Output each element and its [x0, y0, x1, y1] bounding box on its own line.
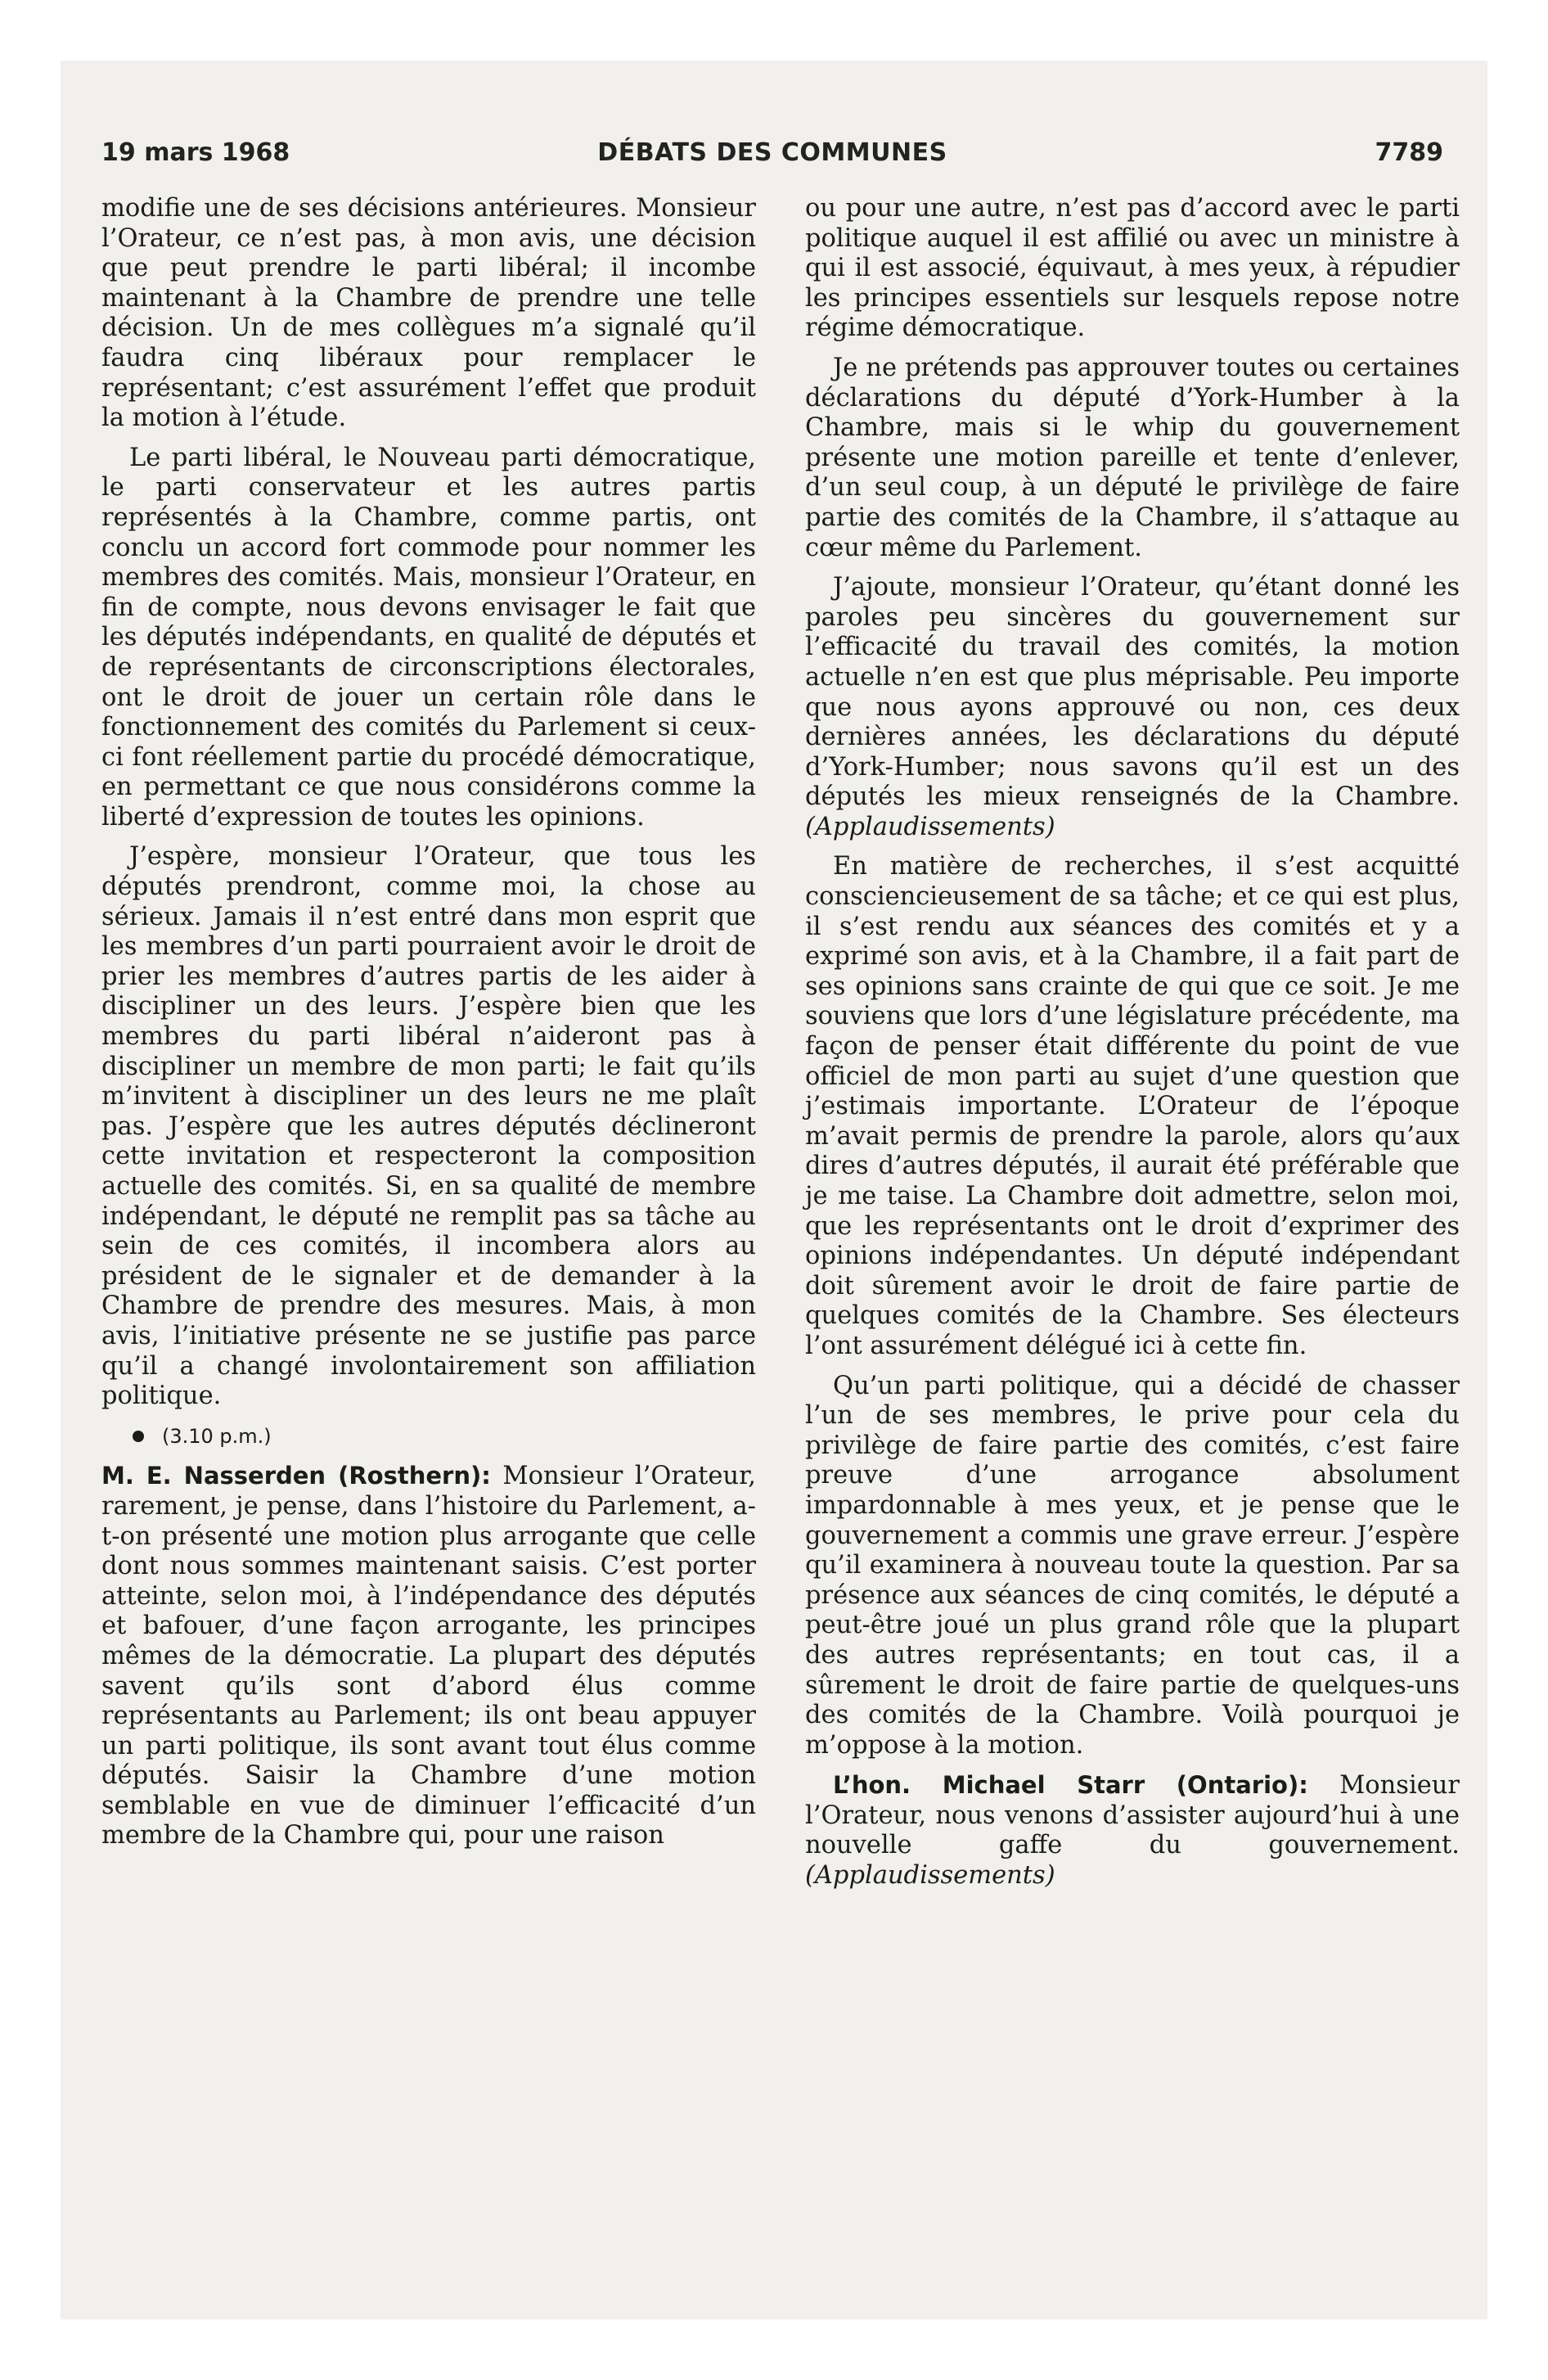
- right-column: [805, 194, 1460, 1901]
- paragraph: [805, 573, 1460, 842]
- paragraph: ou pour une autre, n’est pas d’accord avec le parti politique auquel il est affilié ou avec un ministre à qui il est associé, équivaut, à mes yeux, à répudier les principes essentiels sur lesquels repose notre régime démocratique.: [805, 194, 1460, 343]
- left-column: [101, 194, 756, 1861]
- paragraph: Qu’un parti politique, qui a décidé de chasser l’un de ses membres, le prive pour cela du privilège de faire partie des comités, c’est faire preuve d’une arrogance absolument impardonnable à mes yeux, et je pense que le gouvernement a commis une grave erreur. J’espère qu’il examinera à nouveau toute la question. Par sa présence aux séances de cinq comités, le député a peut-être joué un plus grand rôle que la plupart des autres représentants; en tout cas, il a sûrement le droit de faire partie de quelques-uns des comités de la Chambre. Voilà pourquoi je m’oppose à la motion.: [805, 1371, 1460, 1760]
- paragraph: Le parti libéral, le Nouveau parti démocratique, le parti conservateur et les autres partis représentés à la Chambre, comme partis, ont conclu un accord fort commode pour nommer les membres des comités. Mais, monsieur l’Orateur, en fin de compte, nous devons envisager le fait que les députés indépendants, en qualité de députés et de représentants de circonscriptions électorales, ont le droit de jouer un certain rôle dans le fonctionnement des comités du Parlement si ceux-ci font réellement partie du procédé démocratique, en permettant ce que nous considérons comme la liberté d’expression de toutes les opinions.: [101, 443, 756, 832]
- paragraph: modifie une de ses décisions antérieures. Monsieur l’Orateur, ce n’est pas, à mon avis, une décision que peut prendre le parti libéral; il incombe maintenant à la Chambre de prendre une telle décision. Un de mes collègues m’a signalé qu’il faudra cinq libéraux pour remplacer le représentant; c’est assurément l’effet que produit la motion à l’étude.: [101, 194, 756, 433]
- speaker-name: L’hon. Michael Starr (Ontario):: [833, 1771, 1308, 1800]
- speech-paragraph: [101, 1461, 756, 1851]
- paragraph: Je ne prétends pas approuver toutes ou certaines déclarations du député d’York-Humber à la Chambre, mais si le whip du gouvernement présente une motion pareille et tente d’enlever, d’un seul coup, à un député le privilège de faire partie des comités de la Chambre, il s’attaque au cœur même du Parlement.: [805, 353, 1460, 562]
- speech-text: Monsieur l’Orateur, nous venons d’assister aujourd’hui à une nouvelle gaffe du gouvernement.: [805, 1771, 1460, 1860]
- speech-text: Monsieur l’Orateur, rarement, je pense, dans l’histoire du Parlement, a-t-on présenté une motion plus arrogante que celle dont nous sommes maintenant saisis. C’est porter atteinte, selon moi, à l’indépendance des députés et bafouer, d’une façon arrogante, les principes mêmes de la démocratie. La plupart des députés savent qu’ils sont d’abord élus comme représentants au Parlement; ils ont beau appuyer un parti politique, ils sont avant tout élus comme députés. Saisir la Chambre d’une motion semblable en vue de diminuer l’efficacité d’un membre de la Chambre qui, pour une raison: [101, 1462, 756, 1850]
- page-sheet: [61, 61, 1487, 2319]
- speech-paragraph: [805, 1770, 1460, 1891]
- header-title: DÉBATS DES COMMUNES: [597, 138, 947, 167]
- applause-note: (Applaudissements): [805, 812, 1055, 841]
- page-number: 7789: [1375, 138, 1443, 167]
- paragraph: J’espère, monsieur l’Orateur, que tous les députés prendront, comme moi, la chose au sérieux. Jamais il n’est entré dans mon esprit que les membres d’un parti pourraient avoir le droit de prier les membres d’autres partis de les aider à discipliner un des leurs. J’espère bien que les membres du parti libéral n’aideront pas à discipliner un membre de mon parti; le fait qu’ils m’invitent à discipliner un des leurs ne me plaît pas. J’espère que les autres députés déclineront cette invitation et respecteront la composition actuelle des comités. Si, en sa qualité de membre indépendant, le député ne remplit pas sa tâche au sein de ces comités, il incombera alors au président de le signaler et de demander à la Chambre de prendre des mesures. Mais, à mon avis, l’initiative présente ne se justifie pas parce qu’il a changé involontairement son affiliation politique.: [101, 842, 756, 1411]
- speaker-name: M. E. Nasserden (Rosthern):: [101, 1462, 491, 1490]
- time-stamp: (3.10 p.m.): [162, 1424, 272, 1448]
- running-header: [101, 138, 1443, 187]
- time-marker: [101, 1422, 756, 1452]
- bullet-icon: [133, 1431, 144, 1442]
- paragraph-text: J’ajoute, monsieur l’Orateur, qu’étant donné les paroles peu sincères du gouvernement sur l’efficacité du travail des comités, la motion actuelle n’en est que plus méprisable. Peu importe que nous ayons approuvé ou non, ces deux dernières années, les déclarations du député d’York-Humber; nous savons qu’il est un des députés les mieux renseignés de la Chambre.: [805, 573, 1460, 812]
- header-date: 19 mars 1968: [101, 138, 290, 167]
- applause-note: (Applaudissements): [805, 1861, 1055, 1891]
- paragraph: En matière de recherches, il s’est acquitté consciencieusement de sa tâche; et ce qui est plus, il s’est rendu aux séances des comités et y a exprimé son avis, et à la Chambre, il a fait part de ses opinions sans crainte de qui que ce soit. Je me souviens que lors d’une législature précédente, ma façon de penser était différente du point de vue officiel de mon parti au sujet d’une question que j’estimais importante. L’Orateur de l’époque m’avait permis de prendre la parole, alors qu’aux dires d’autres députés, il aurait été préférable que je me taise. La Chambre doit admettre, selon moi, que les représentants ont le droit d’exprimer des opinions indépendantes. Un député indépendant doit sûrement avoir le droit de faire partie de quelques comités de la Chambre. Ses électeurs l’ont assurément délégué ici à cette fin.: [805, 852, 1460, 1360]
